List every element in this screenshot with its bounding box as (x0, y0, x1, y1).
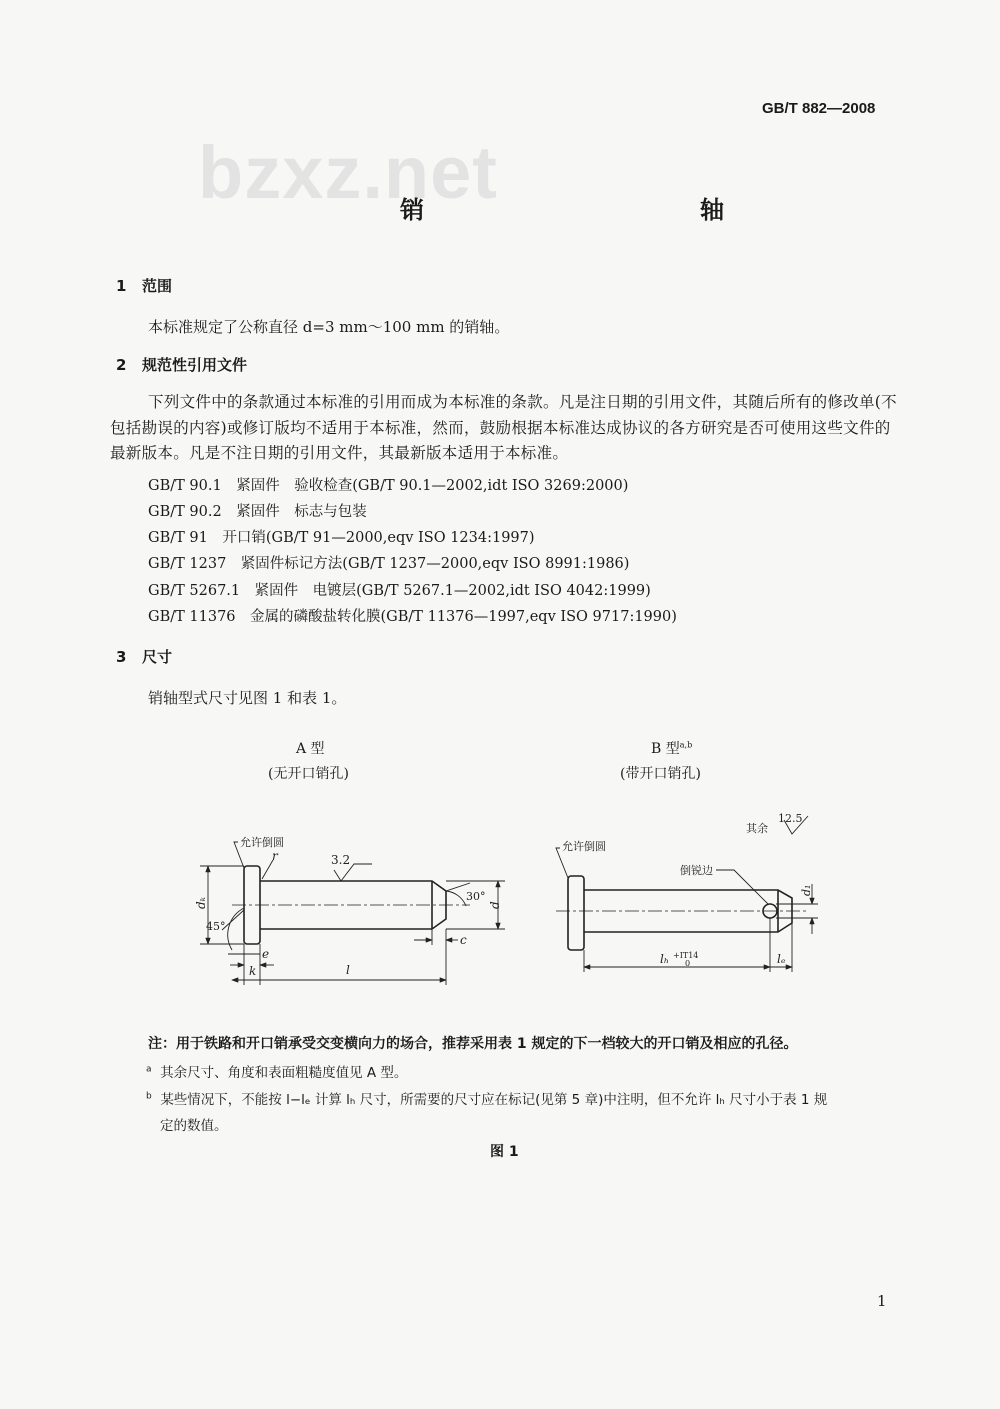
type-b-subtitle: (带开口销孔) (620, 766, 701, 782)
type-b-rest-roughness: 12.5 (778, 812, 803, 825)
type-a-roughness: 3.2 (331, 853, 351, 867)
standard-code: GB/T 882—2008 (762, 100, 876, 117)
type-b-dim-lh-tolerance-low: 0 (685, 959, 691, 968)
figure-caption: 图 1 (490, 1144, 519, 1160)
type-a-dim-c: c (460, 933, 467, 947)
figure-note: 注：用于铁路和开口销承受交变横向力的场合，推荐采用表 1 规定的下一档较大的开口销及相应的孔径。 (148, 1036, 798, 1052)
type-b-rest-label: 其余 (746, 822, 768, 835)
type-b-dim-d1: d₁ (800, 884, 813, 896)
type-b-dim-le: lₑ (777, 952, 786, 966)
watermark: bzxz.net (198, 131, 498, 214)
type-b-chamfer-label: 允许倒圆 (562, 840, 606, 853)
footnote-b (146, 1088, 827, 1108)
type-b-dim-lh-tolerance: +IT14 (673, 951, 699, 960)
section-1-body: 本标准规定了公称直径 d=3 mm～100 mm 的销轴。 (148, 318, 510, 336)
type-a-dim-l: l (346, 963, 350, 977)
type-a-angle-45: 45° (206, 920, 226, 933)
type-a-angle-30: 30° (466, 890, 486, 903)
section-number: 2 (116, 356, 127, 374)
footnote-text: 其余尺寸、角度和表面粗糙度值见 A 型。 (160, 1065, 408, 1081)
reference-item: GB/T 90.1 紧固件 验收检查(GB/T 90.1—2002,idt ISO 3269:2000) (148, 478, 629, 494)
footnote-text: 某些情况下，不能按 l−lₑ 计算 lₕ 尺寸，所需要的尺寸应在标记(见第 5 章)中注明，但不允许 lₕ 尺寸小于表 1 规 (160, 1092, 828, 1108)
type-b-dim-lh: lₕ (660, 952, 670, 966)
document-title: 销 轴 (400, 196, 850, 224)
type-a-pin (232, 866, 470, 944)
type-a-title: A 型 (296, 741, 325, 757)
reference-item: GB/T 11376 金属的磷酸盐转化膜(GB/T 11376—1997,eqv ISO 9717:1990) (148, 609, 677, 625)
reference-item: GB/T 1237 紧固件标记方法(GB/T 1237—2000,eqv ISO 8991:1986) (148, 556, 630, 572)
type-a-dim-dk: dₖ (194, 896, 208, 909)
section-number: 3 (116, 648, 127, 666)
type-b-footnote-marks: a,b (679, 740, 693, 750)
reference-item: GB/T 90.2 紧固件 标志与包装 (148, 504, 367, 520)
section-2-body: 下列文件中的条款通过本标准的引用而成为本标准的条款。凡是注日期的引用文件，其随后所有的修改单(不包括勘误的内容)或修订版均不适用于本标准，然而，鼓励根据本标准达成协议的各方研究是否可使用这些文件的最新版本。凡是不注日期的引用文件，其最新版本适用于本标准。 (110, 393, 897, 462)
type-a-dim-k: k (249, 964, 257, 978)
footnote-mark: a (146, 1064, 152, 1075)
type-a-chamfer-label: 允许倒圆 (240, 836, 284, 849)
reference-item: GB/T 91 开口销(GB/T 91—2000,eqv ISO 1234:1997) (148, 530, 535, 546)
type-a-dim-e: e (262, 947, 270, 961)
type-a-dim-d: d (488, 901, 502, 909)
footnote-b-continued: 定的数值。 (160, 1118, 228, 1134)
type-b-title-text: B 型 (651, 741, 680, 757)
type-a-subtitle: (无开口销孔) (268, 766, 349, 782)
page-number: 1 (877, 1292, 887, 1310)
section-title: 范围 (142, 277, 173, 295)
section-3-body: 销轴型式尺寸见图 1 和表 1。 (148, 689, 347, 707)
section-title: 规范性引用文件 (142, 356, 248, 374)
section-title: 尺寸 (142, 648, 173, 666)
section-number: 1 (116, 277, 127, 295)
footnote-a (146, 1061, 407, 1081)
footnote-mark: b (146, 1091, 152, 1102)
type-b-sharp-edge-label: 倒锐边 (680, 864, 713, 877)
reference-item: GB/T 5267.1 紧固件 电镀层(GB/T 5267.1—2002,idt ISO 4042:1999) (148, 583, 651, 599)
type-a-dim-r: r (272, 849, 278, 863)
